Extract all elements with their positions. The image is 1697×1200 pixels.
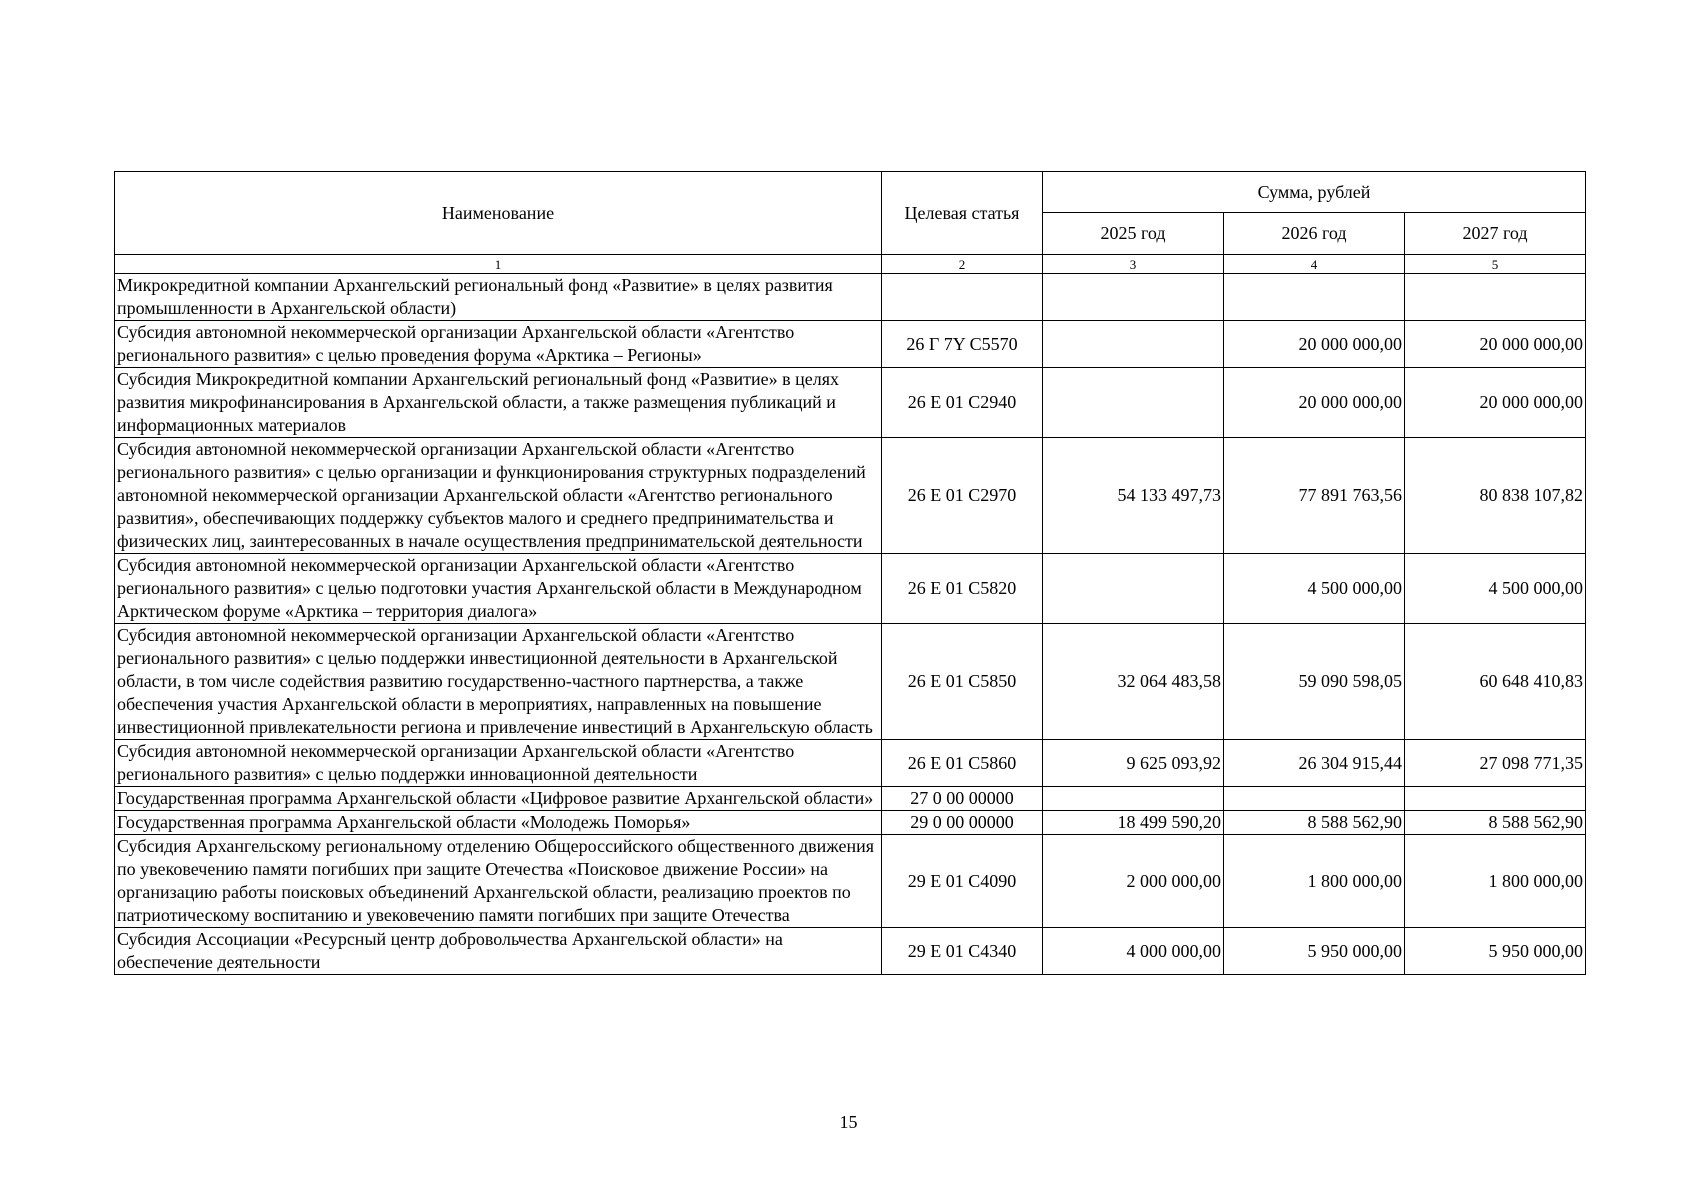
cell-amount-2025	[1043, 321, 1224, 368]
cell-amount-2026	[1224, 787, 1405, 811]
column-index: 2	[882, 255, 1043, 274]
table-row	[115, 274, 1586, 321]
table-row	[115, 438, 1586, 554]
cell-name: Субсидия автономной некоммерческой организации Архангельской области «Агентство регионального развития» с целью подготовки участия Архангельской области в Международном Арктическом форуме «Арктика – территория диалога»	[115, 554, 882, 624]
cell-amount-2027: 1 800 000,00	[1405, 835, 1586, 928]
cell-amount-2025: 32 064 483,58	[1043, 624, 1224, 740]
cell-name: Субсидия автономной некоммерческой организации Архангельской области «Агентство регионального развития» с целью поддержки инвестиционной деятельности в Архангельской области, в том числе содействия развитию государственно-частного партнерства, а также обеспечения участия Архангельской области в мероприятиях, направленных на повышение инвестиционной привлекательности региона и привлечение инвестиций в Архангельскую область	[115, 624, 882, 740]
cell-amount-2027	[1405, 787, 1586, 811]
cell-amount-2027: 5 950 000,00	[1405, 928, 1586, 975]
cell-code: 26 Г 7Y C5570	[882, 321, 1043, 368]
cell-name: Субсидия автономной некоммерческой организации Архангельской области «Агентство регионального развития» с целью организации и функционирования структурных подразделений автономной некоммерческой организации Архангельской области «Агентство регионального развития», обеспечивающих поддержку субъектов малого и среднего предпринимательства и физических лиц, заинтересованных в начале осуществления предпринимательской деятельности	[115, 438, 882, 554]
cell-code: 26 Е 01 С2970	[882, 438, 1043, 554]
header-row-top	[115, 172, 1586, 213]
table-body	[115, 274, 1586, 975]
cell-amount-2025: 54 133 497,73	[1043, 438, 1224, 554]
table-row	[115, 835, 1586, 928]
table-row	[115, 321, 1586, 368]
column-index: 5	[1405, 255, 1586, 274]
cell-amount-2025: 4 000 000,00	[1043, 928, 1224, 975]
cell-amount-2026	[1224, 274, 1405, 321]
cell-code: 29 0 00 00000	[882, 811, 1043, 835]
cell-name: Микрокредитной компании Архангельский региональный фонд «Развитие» в целях развития промышленности в Архангельской области)	[115, 274, 882, 321]
cell-amount-2025: 18 499 590,20	[1043, 811, 1224, 835]
cell-code: 26 Е 01 С5860	[882, 740, 1043, 787]
cell-amount-2026: 20 000 000,00	[1224, 368, 1405, 438]
cell-name: Субсидия автономной некоммерческой организации Архангельской области «Агентство регионального развития» с целью поддержки инновационной деятельности	[115, 740, 882, 787]
column-index: 3	[1043, 255, 1224, 274]
table-row	[115, 554, 1586, 624]
cell-amount-2026: 26 304 915,44	[1224, 740, 1405, 787]
table-row	[115, 368, 1586, 438]
table-row	[115, 787, 1586, 811]
header-name: Наименование	[115, 172, 882, 255]
cell-code: 29 Е 01 С4090	[882, 835, 1043, 928]
header-year-2025: 2025 год	[1043, 213, 1224, 255]
cell-code: 26 Е 01 С2940	[882, 368, 1043, 438]
column-index: 4	[1224, 255, 1405, 274]
cell-name: Государственная программа Архангельской области «Цифровое развитие Архангельской области»	[115, 787, 882, 811]
cell-amount-2027: 80 838 107,82	[1405, 438, 1586, 554]
cell-amount-2026: 20 000 000,00	[1224, 321, 1405, 368]
cell-name: Государственная программа Архангельской области «Молодежь Поморья»	[115, 811, 882, 835]
cell-amount-2027: 60 648 410,83	[1405, 624, 1586, 740]
cell-amount-2025	[1043, 368, 1224, 438]
cell-code: 29 Е 01 С4340	[882, 928, 1043, 975]
cell-amount-2027	[1405, 274, 1586, 321]
cell-amount-2025	[1043, 787, 1224, 811]
cell-amount-2027: 4 500 000,00	[1405, 554, 1586, 624]
column-index: 1	[115, 255, 882, 274]
cell-code: 26 Е 01 С5820	[882, 554, 1043, 624]
cell-code: 26 Е 01 С5850	[882, 624, 1043, 740]
header-year-2027: 2027 год	[1405, 213, 1586, 255]
cell-amount-2025: 9 625 093,92	[1043, 740, 1224, 787]
header-year-2026: 2026 год	[1224, 213, 1405, 255]
cell-amount-2026: 4 500 000,00	[1224, 554, 1405, 624]
cell-code: 27 0 00 00000	[882, 787, 1043, 811]
cell-amount-2025	[1043, 274, 1224, 321]
cell-amount-2027: 27 098 771,35	[1405, 740, 1586, 787]
cell-amount-2025: 2 000 000,00	[1043, 835, 1224, 928]
cell-name: Субсидия Ассоциации «Ресурсный центр добровольчества Архангельской области» на обеспечение деятельности	[115, 928, 882, 975]
cell-amount-2027: 20 000 000,00	[1405, 368, 1586, 438]
cell-amount-2027: 8 588 562,90	[1405, 811, 1586, 835]
cell-amount-2026: 1 800 000,00	[1224, 835, 1405, 928]
cell-name: Субсидия Микрокредитной компании Архангельский региональный фонд «Развитие» в целях развития микрофинансирования в Архангельской области, а также размещения публикаций и информационных материалов	[115, 368, 882, 438]
cell-amount-2026: 5 950 000,00	[1224, 928, 1405, 975]
page-number: 15	[839, 1112, 858, 1132]
cell-name: Субсидия автономной некоммерческой организации Архангельской области «Агентство регионального развития» с целью проведения форума «Арктика – Регионы»	[115, 321, 882, 368]
table-row	[115, 811, 1586, 835]
cell-amount-2026: 77 891 763,56	[1224, 438, 1405, 554]
table-row	[115, 740, 1586, 787]
table-row	[115, 928, 1586, 975]
header-row-index	[115, 255, 1586, 274]
header-sum: Сумма, рублей	[1043, 172, 1586, 213]
header-code: Целевая статья	[882, 172, 1043, 255]
budget-table	[114, 171, 1586, 975]
cell-name: Субсидия Архангельскому региональному отделению Общероссийского общественного движения по увековечению памяти погибших при защите Отечества «Поисковое движение России» на организацию работы поисковых объединений Архангельской области, реализацию проектов по патриотическому воспитанию и увековечению памяти погибших при защите Отечества	[115, 835, 882, 928]
cell-amount-2027: 20 000 000,00	[1405, 321, 1586, 368]
cell-amount-2025	[1043, 554, 1224, 624]
cell-code	[882, 274, 1043, 321]
table-row	[115, 624, 1586, 740]
cell-amount-2026: 8 588 562,90	[1224, 811, 1405, 835]
cell-amount-2026: 59 090 598,05	[1224, 624, 1405, 740]
